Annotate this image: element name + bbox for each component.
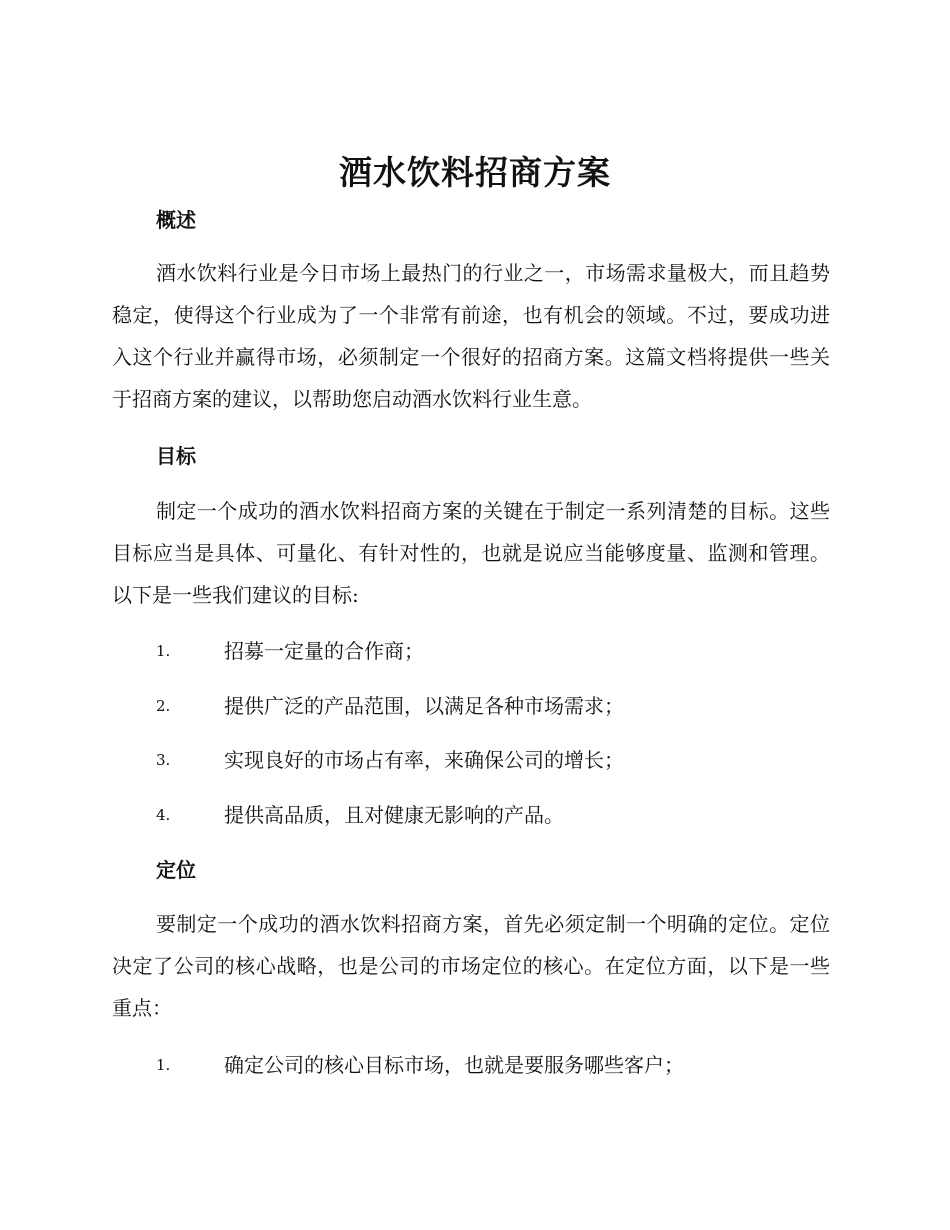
list-item-text: 招募一定量的合作商； xyxy=(224,639,424,663)
section-paragraph-positioning: 要制定一个成功的酒水饮料招商方案，首先必须定制一个明确的定位。定位决定了公司的核心战略，也是公司的市场定位的核心。在定位方面，以下是一些重点： xyxy=(112,912,830,1020)
list-item-number: 4. xyxy=(156,806,171,824)
list-item-text: 实现良好的市场占有率，来确保公司的增长； xyxy=(224,748,624,772)
list-item-text: 提供广泛的产品范围，以满足各种市场需求； xyxy=(224,694,624,718)
section-paragraph-overview: 酒水饮料行业是今日市场上最热门的行业之一，市场需求量极大，而且趋势稳定，使得这个行业成为了一个非常有前途，也有机会的领域。不过，要成功进入这个行业并赢得市场，必须制定一个很好的招商方案。这篇文档将提供一些关于招商方案的建议，以帮助您启动酒水饮料行业生意。 xyxy=(112,261,830,411)
list-item-number: 1. xyxy=(156,642,171,660)
list-item-number: 2. xyxy=(156,697,171,715)
section-paragraph-goals: 制定一个成功的酒水饮料招商方案的关键在于制定一系列清楚的目标。这些目标应当是具体、可量化、有针对性的，也就是说应当能够度量、监测和管理。以下是一些我们建议的目标: xyxy=(112,499,830,607)
list-item-number: 1. xyxy=(156,1056,171,1074)
section-heading-overview: 概述 xyxy=(156,208,196,232)
list-item-text: 提供高品质，且对健康无影响的产品。 xyxy=(224,803,564,827)
list-item-number: 3. xyxy=(156,751,171,769)
document-title: 酒水饮料招商方案 xyxy=(339,153,611,192)
list-item-text: 确定公司的核心目标市场，也就是要服务哪些客户； xyxy=(224,1053,684,1077)
section-heading-positioning: 定位 xyxy=(156,858,196,882)
section-heading-goals: 目标 xyxy=(156,444,196,468)
